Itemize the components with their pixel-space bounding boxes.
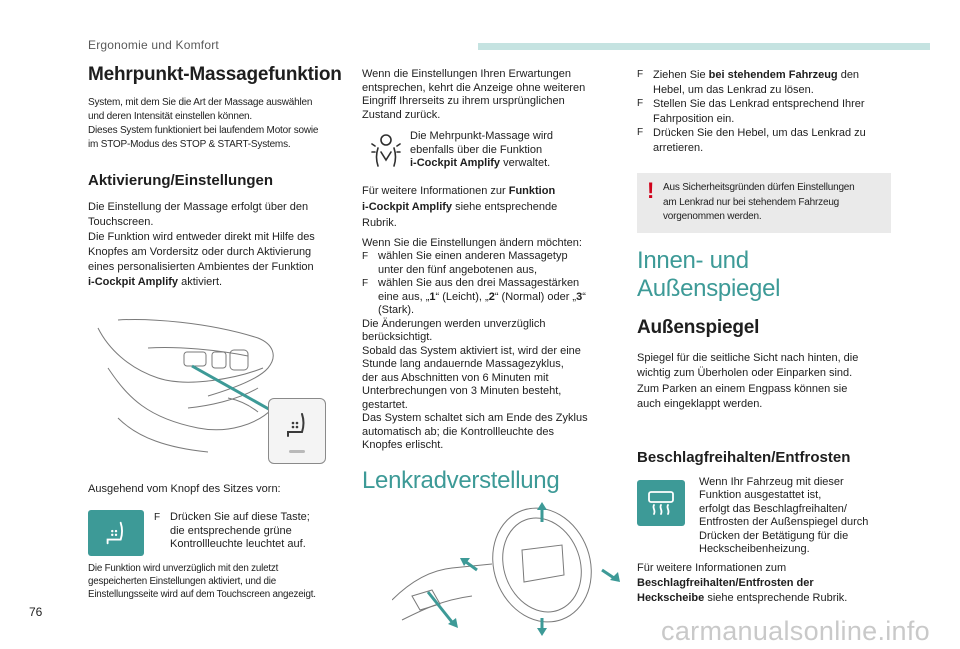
warning-icon: ! xyxy=(647,178,655,203)
bullet-massage-intensity: F wählen Sie aus den drei Massagestärken eine aus, „1“ (Leicht), „2“ (Normal) oder „3“ (Stark). xyxy=(362,277,586,316)
subtitle-exterior-mirrors: Außenspiegel xyxy=(637,316,760,338)
watermark: carmanualsonline.info xyxy=(661,616,930,646)
bullet-massage-type: F wählen Sie einen anderen Massagetyp unter den fünf angebotenen aus, xyxy=(362,250,568,276)
safety-warning-box: ! Aus Sicherheitsgründen dürfen Einstellungen am Lenkrad nur bei stehendem Fahrzeug vorgenommen werden. xyxy=(637,173,891,233)
massage-seat-icon xyxy=(102,519,130,547)
section-header: Ergonomie und Komfort xyxy=(88,38,219,52)
defrost-reference: Für weitere Informationen zum Beschlagfreihalten/Entfrosten der Heckscheibe siehe entsprechende Rubrik. xyxy=(637,561,848,604)
massage-button-icon xyxy=(88,510,144,556)
steering-wheel-drawing xyxy=(392,500,622,640)
header-accent-bar xyxy=(478,43,930,50)
massage-seat-icon xyxy=(282,410,312,440)
bullet-pull-lever: F Ziehen Sie bei stehendem Fahrzeug den Hebel, um das Lenkrad zu lösen. xyxy=(637,69,860,96)
seat-illustration xyxy=(88,308,328,468)
page-title: Mehrpunkt-Massagefunktion xyxy=(88,64,342,85)
left-column xyxy=(88,64,346,600)
page-number: 76 xyxy=(29,605,43,619)
rear-defrost-button-icon xyxy=(637,480,685,526)
middle-column xyxy=(362,68,614,495)
right-column xyxy=(637,68,893,606)
section-title-steering: Lenkradverstellung xyxy=(362,466,560,494)
amplify-note: Die Mehrpunkt-Massage wird ebenfalls über die Funktion i-Cockpit Amplify verwaltet. xyxy=(362,130,614,171)
bullet-lock-lever: F Drücken Sie den Hebel, um das Lenkrad zu arretieren. xyxy=(637,127,866,154)
massage-person-icon xyxy=(368,130,404,170)
activation-text: Die Einstellung der Massage erfolgt über den Touchscreen. Die Funktion wird entweder direkt mit Hilfe des Knopfes am Vordersitz oder durch Aktivierung eines personalisierten Ambientes der Funktion i-Cockpit Amplify aktiviert. xyxy=(88,201,315,288)
step-press-button: F Drücken Sie auf diese Taste; die entsprechende grüne Kontrollleuchte leuchtet auf. xyxy=(154,511,310,550)
confirm-text: Wenn die Einstellungen Ihren Erwartungen entsprechen, kehrt die Anzeige ohne weiteren Eingriff Ihrerseits zu ihrem ursprünglichen Zustand zurück. xyxy=(362,68,586,121)
subtitle-activation: Aktivierung/Einstellungen xyxy=(88,172,274,189)
indicator-light xyxy=(289,450,305,453)
bullet-adjust-wheel: F Stellen Sie das Lenkrad entsprechend Ihrer Fahrposition ein. xyxy=(637,98,865,125)
massage-button-zoom xyxy=(268,398,326,464)
instruction-text: Ausgehend vom Knopf des Sitzes vorn: xyxy=(88,483,281,495)
rear-defrost-icon xyxy=(646,490,676,516)
defrost-section: Wenn Ihr Fahrzeug mit dieser Funktion ausgestattet ist, erfolgt das Beschlagfreihalten/ Entfrosten der Außenspiegel durch Drücken der Betätigung für die Heckscheibenheizung. xyxy=(637,476,893,557)
change-settings-text: Wenn Sie die Einstellungen ändern möchten: xyxy=(362,236,582,249)
massage-person-icon-box xyxy=(362,130,410,171)
section-title-mirrors: Innen- und Außenspiegel xyxy=(637,246,781,302)
intro-text: System, mit dem Sie die Art der Massage auswählen und deren Intensität einstellen können. Dieses System funktioniert bei laufendem Motor sowie im STOP-Modus des STOP & START-Systems. xyxy=(88,97,319,150)
cycle-text: Die Änderungen werden unverzüglich berücksichtigt. Sobald das System aktiviert ist, wird der eine Stunde lang andauernde Massagezyklus, der aus Abschnitten von 6 Minuten mit Unterbrechungen von 3 Minuten besteht, gestartet. Das System schaltet sich am Ende des Zyklus automatisch ab; die Kontrollleuchte des Knopfes erlischt. xyxy=(362,317,588,451)
pointer-line xyxy=(192,366,274,412)
footnote-text: Die Funktion wird unverzüglich mit den zuletzt gespeicherten Einstellungen aktiviert, und die Einstellungsseite wird auf dem Touchscreen angezeigt. xyxy=(88,563,316,600)
mirror-description: Spiegel für die seitliche Sicht nach hinten, die wichtig zum Überholen oder Einparken sind. Zum Parken an einem Engpass können sie auch eingeklappt werden. xyxy=(637,351,859,410)
subtitle-defrost: Beschlagfreihalten/Entfrosten xyxy=(637,448,851,466)
steering-wheel-illustration xyxy=(392,500,622,640)
info-reference: Für weitere Informationen zur Funktion i-Cockpit Amplify siehe entsprechende Rubrik. xyxy=(362,184,558,229)
